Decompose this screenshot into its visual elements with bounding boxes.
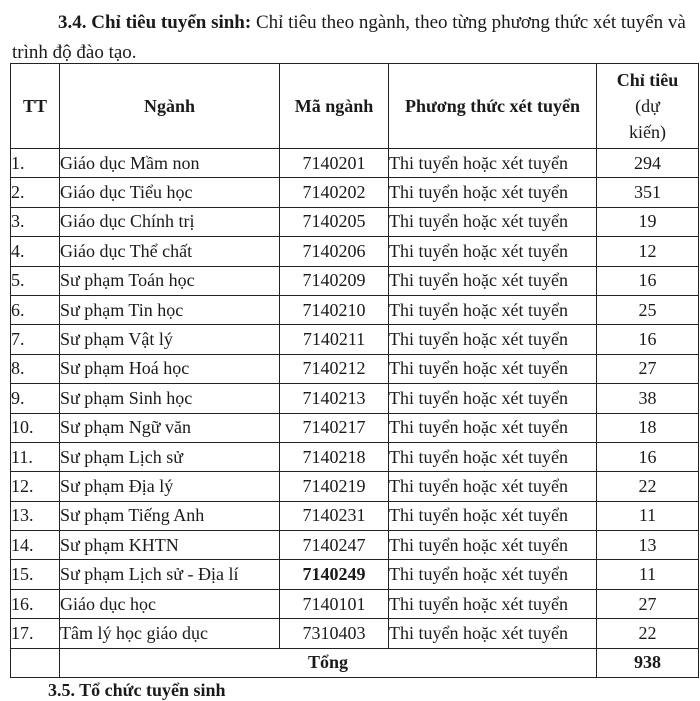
row-tt: 3.	[11, 207, 60, 236]
row-major: Giáo dục Mầm non	[60, 149, 280, 178]
row-major: Sư phạm Lịch sử - Địa lí	[60, 560, 280, 589]
intro-first-line	[12, 8, 698, 38]
row-tt: 13.	[11, 501, 60, 530]
table-row	[11, 501, 699, 530]
row-quota: 11	[597, 560, 699, 589]
total-label: Tổng	[60, 648, 597, 677]
row-quota: 351	[597, 178, 699, 207]
row-code: 7140218	[280, 442, 389, 471]
row-major: Giáo dục Thể chất	[60, 237, 280, 266]
row-quota: 25	[597, 295, 699, 324]
section-description-line1: Chỉ tiêu theo ngành, theo từng phương thức xét tuyển và	[255, 12, 686, 33]
row-tt: 6.	[11, 295, 60, 324]
row-major: Giáo dục Tiểu học	[60, 178, 280, 207]
row-tt: 1.	[11, 149, 60, 178]
row-quota: 13	[597, 531, 699, 560]
table-row	[11, 560, 699, 589]
row-code: 7140206	[280, 237, 389, 266]
table-row	[11, 266, 699, 295]
row-tt: 4.	[11, 237, 60, 266]
table-header-row	[11, 64, 699, 149]
row-tt: 12.	[11, 472, 60, 501]
row-method: Thi tuyển hoặc xét tuyển	[389, 295, 597, 324]
row-method: Thi tuyển hoặc xét tuyển	[389, 589, 597, 618]
row-method: Thi tuyển hoặc xét tuyển	[389, 531, 597, 560]
table-row	[11, 207, 699, 236]
row-quota: 22	[597, 472, 699, 501]
row-method: Thi tuyển hoặc xét tuyển	[389, 207, 597, 236]
row-major: Sư phạm Hoá học	[60, 354, 280, 383]
row-tt: 5.	[11, 266, 60, 295]
row-method: Thi tuyển hoặc xét tuyển	[389, 178, 597, 207]
row-quota: 16	[597, 325, 699, 354]
row-major: Giáo dục học	[60, 589, 280, 618]
row-major: Sư phạm Lịch sử	[60, 442, 280, 471]
next-section-heading: 3.5. Tổ chức tuyển sinh	[48, 680, 226, 700]
row-method: Thi tuyển hoặc xét tuyển	[389, 354, 597, 383]
header-tt: TT	[11, 64, 60, 149]
table-row	[11, 589, 699, 618]
row-tt: 16.	[11, 589, 60, 618]
row-code: 7140217	[280, 413, 389, 442]
row-major: Sư phạm Vật lý	[60, 325, 280, 354]
row-code: 7140249	[280, 560, 389, 589]
row-major: Sư phạm KHTN	[60, 531, 280, 560]
row-code: 7140209	[280, 266, 389, 295]
header-quota-main: Chỉ tiêu	[616, 70, 679, 90]
row-method: Thi tuyển hoặc xét tuyển	[389, 266, 597, 295]
row-code: 7140212	[280, 354, 389, 383]
row-major: Sư phạm Sinh học	[60, 384, 280, 413]
header-quota	[597, 64, 699, 149]
table-row	[11, 384, 699, 413]
row-method: Thi tuyển hoặc xét tuyển	[389, 149, 597, 178]
row-quota: 16	[597, 266, 699, 295]
row-code: 7140211	[280, 325, 389, 354]
row-code: 7140213	[280, 384, 389, 413]
row-method: Thi tuyển hoặc xét tuyển	[389, 237, 597, 266]
table-row	[11, 413, 699, 442]
row-major: Sư phạm Tin học	[60, 295, 280, 324]
row-tt: 11.	[11, 442, 60, 471]
row-quota: 16	[597, 442, 699, 471]
row-quota: 38	[597, 384, 699, 413]
row-quota: 19	[597, 207, 699, 236]
row-major: Tâm lý học giáo dục	[60, 619, 280, 648]
row-code: 7140247	[280, 531, 389, 560]
table-row	[11, 325, 699, 354]
row-quota: 18	[597, 413, 699, 442]
table-row	[11, 295, 699, 324]
table-row	[11, 237, 699, 266]
row-major: Sư phạm Toán học	[60, 266, 280, 295]
header-quota-sub2: kiến)	[629, 122, 666, 142]
header-method: Phương thức xét tuyển	[389, 64, 597, 149]
row-tt: 7.	[11, 325, 60, 354]
row-quota: 294	[597, 149, 699, 178]
row-method: Thi tuyển hoặc xét tuyển	[389, 619, 597, 648]
header-quota-sub1: (dự	[635, 96, 660, 116]
row-method: Thi tuyển hoặc xét tuyển	[389, 325, 597, 354]
row-method: Thi tuyển hoặc xét tuyển	[389, 472, 597, 501]
row-code: 7140205	[280, 207, 389, 236]
row-code: 7140210	[280, 295, 389, 324]
row-tt: 15.	[11, 560, 60, 589]
row-tt: 17.	[11, 619, 60, 648]
header-major: Ngành	[60, 64, 280, 149]
row-method: Thi tuyển hoặc xét tuyển	[389, 560, 597, 589]
row-code: 7140202	[280, 178, 389, 207]
row-quota: 22	[597, 619, 699, 648]
table-row	[11, 472, 699, 501]
row-major: Sư phạm Ngữ văn	[60, 413, 280, 442]
row-quota: 27	[597, 354, 699, 383]
row-tt: 10.	[11, 413, 60, 442]
total-row	[11, 648, 699, 677]
header-code: Mã ngành	[280, 64, 389, 149]
row-quota: 12	[597, 237, 699, 266]
row-quota: 11	[597, 501, 699, 530]
row-tt: 8.	[11, 354, 60, 383]
table-row	[11, 178, 699, 207]
row-major: Sư phạm Tiếng Anh	[60, 501, 280, 530]
section-intro	[12, 8, 698, 68]
table-row	[11, 619, 699, 648]
row-method: Thi tuyển hoặc xét tuyển	[389, 413, 597, 442]
table-row	[11, 354, 699, 383]
section-description-line2: trình độ đào tạo.	[12, 42, 137, 63]
total-value: 938	[597, 648, 699, 677]
row-code: 7310403	[280, 619, 389, 648]
table-row	[11, 149, 699, 178]
row-tt: 9.	[11, 384, 60, 413]
total-empty-cell	[11, 648, 60, 677]
row-major: Giáo dục Chính trị	[60, 207, 280, 236]
row-code: 7140201	[280, 149, 389, 178]
row-tt: 2.	[11, 178, 60, 207]
table-row	[11, 442, 699, 471]
row-code: 7140231	[280, 501, 389, 530]
row-code: 7140101	[280, 589, 389, 618]
row-code: 7140219	[280, 472, 389, 501]
admissions-quota-table	[10, 63, 699, 678]
row-major: Sư phạm Địa lý	[60, 472, 280, 501]
row-tt: 14.	[11, 531, 60, 560]
row-method: Thi tuyển hoặc xét tuyển	[389, 442, 597, 471]
row-method: Thi tuyển hoặc xét tuyển	[389, 384, 597, 413]
row-method: Thi tuyển hoặc xét tuyển	[389, 501, 597, 530]
section-heading: 3.4. Chỉ tiêu tuyển sinh:	[58, 12, 252, 33]
row-quota: 27	[597, 589, 699, 618]
table-row	[11, 531, 699, 560]
